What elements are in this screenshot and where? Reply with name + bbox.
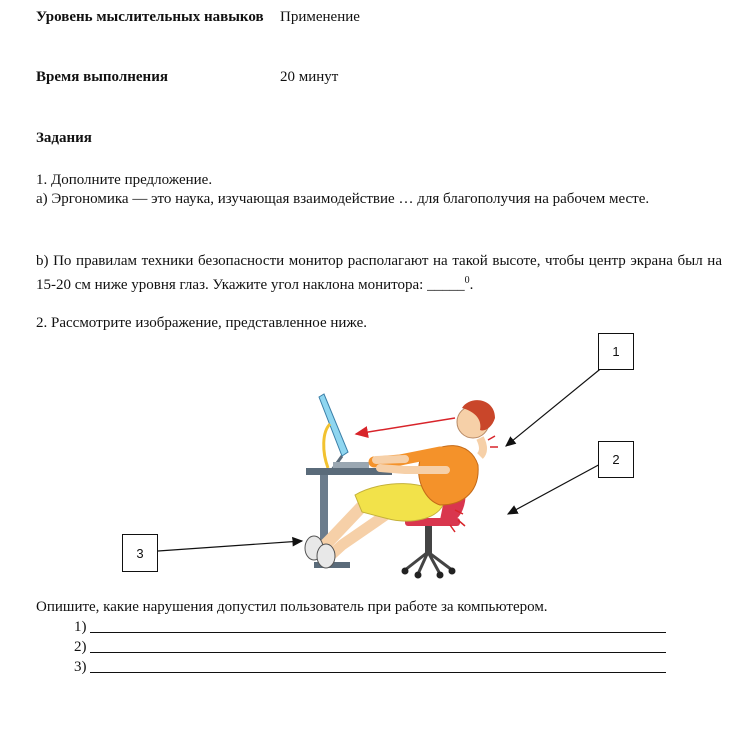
task1-part-b-text: b) По правилам техники безопасности монитор располагают на такой высоте, чтобы центр экрана был на 15-20 см ниже уровня глаз. Укажите угол наклона монитора: <box>36 253 722 293</box>
time-label: Время выполнения <box>36 69 168 85</box>
angle-answer-blank[interactable]: _____ <box>427 277 465 293</box>
task1-part-b <box>36 252 722 295</box>
pointer-line-2 <box>508 462 604 514</box>
degree-mark: 0 <box>464 275 470 286</box>
task1-part-a: а) Эргономика — это наука, изучающая взаимодействие … для благополучия на рабочем месте. <box>36 191 650 207</box>
task1-part-b-end: . <box>469 277 474 293</box>
ergonomics-illustration <box>0 330 748 590</box>
answer-number-1: 1) <box>74 619 87 635</box>
callout-box-1: 1 <box>598 333 634 370</box>
answer-line-1[interactable] <box>74 618 87 636</box>
task2-question: Опишите, какие нарушения допустил пользователь при работе за компьютером. <box>36 599 548 615</box>
callout-box-2: 2 <box>598 441 634 478</box>
task2-intro: 2. Рассмотрите изображение, представленное ниже. <box>36 315 368 331</box>
pointer-line-3 <box>158 541 302 551</box>
answer-line-2[interactable] <box>74 638 87 656</box>
task1-intro: 1. Дополните предложение. <box>36 172 213 188</box>
callout-box-3: 3 <box>122 534 158 572</box>
answer-number-2: 2) <box>74 639 87 655</box>
pointer-line-1 <box>506 366 604 446</box>
keyboard <box>333 462 369 468</box>
answer-line-3[interactable] <box>74 658 87 676</box>
answer-number-3: 3) <box>74 659 87 675</box>
sight-line-arrow <box>356 418 455 434</box>
skills-level-label: Уровень мыслительных навыков <box>36 9 264 25</box>
time-value: 20 минут <box>280 69 339 85</box>
skills-level-value: Применение <box>280 9 360 25</box>
tasks-heading: Задания <box>36 130 92 146</box>
monitor <box>319 394 348 470</box>
